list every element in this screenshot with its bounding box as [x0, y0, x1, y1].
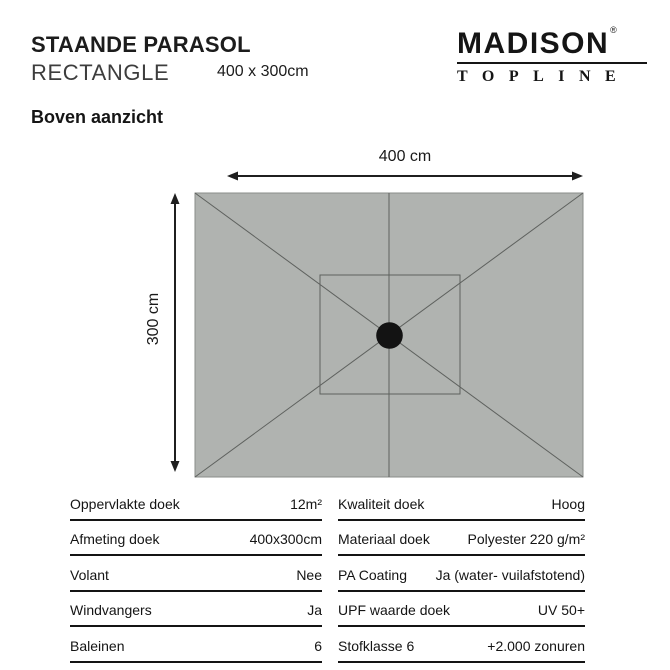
- width-arrowhead-right: [572, 172, 583, 181]
- spec-value: 12m²: [290, 495, 322, 512]
- spec-value: 400x300cm: [249, 531, 322, 548]
- spec-label: Materiaal doek: [338, 531, 430, 548]
- spec-value: +2.000 zonuren: [487, 637, 585, 654]
- width-dimension-label: 400 cm: [378, 148, 432, 165]
- spec-row: [70, 592, 322, 628]
- brand-subname: TOPLINE: [457, 68, 631, 85]
- spec-value: Polyester 220 g/m²: [467, 531, 585, 548]
- section-heading: Boven aanzicht: [31, 107, 164, 127]
- spec-table-right-column: [338, 485, 585, 663]
- spec-label: Oppervlakte doek: [70, 495, 180, 512]
- page-title: STAANDE PARASOL: [31, 32, 251, 57]
- height-arrowhead-bottom: [171, 461, 180, 472]
- page-subtitle: RECTANGLE: [31, 60, 170, 85]
- spec-row: [70, 556, 322, 592]
- spec-value: UV 50+: [537, 602, 585, 619]
- spec-row: [70, 627, 322, 663]
- spec-label: Kwaliteit doek: [338, 495, 425, 512]
- spec-table-left-column: [70, 485, 322, 663]
- height-arrowhead-top: [171, 193, 180, 204]
- spec-label: Windvangers: [70, 602, 152, 619]
- spec-row: [338, 521, 585, 557]
- spec-label: Volant: [70, 566, 109, 583]
- spec-value: Nee: [296, 566, 322, 583]
- center-pole-hub: [376, 322, 403, 349]
- spec-label: UPF waarde doek: [338, 602, 451, 619]
- spec-value: Hoog: [551, 495, 585, 512]
- spec-row: [338, 485, 585, 521]
- spec-label: Afmeting doek: [70, 531, 160, 548]
- spec-value: Ja (water- vuilafstotend): [435, 566, 585, 583]
- spec-label: Baleinen: [70, 637, 125, 654]
- spec-value: 6: [314, 637, 322, 654]
- spec-row: [70, 485, 322, 521]
- spec-row: [338, 556, 585, 592]
- spec-row: [70, 521, 322, 557]
- spec-row: [338, 627, 585, 663]
- registered-trademark-icon: ®: [610, 25, 619, 35]
- brand-wordmark: MADISON: [457, 27, 610, 60]
- width-arrowhead-left: [227, 172, 238, 181]
- spec-value: Ja: [307, 602, 322, 619]
- spec-row: [338, 592, 585, 628]
- spec-label: Stofklasse 6: [338, 637, 415, 654]
- product-size: 400 x 300cm: [217, 63, 309, 80]
- spec-label: PA Coating: [338, 566, 408, 583]
- height-dimension-label: 300 cm: [145, 292, 162, 346]
